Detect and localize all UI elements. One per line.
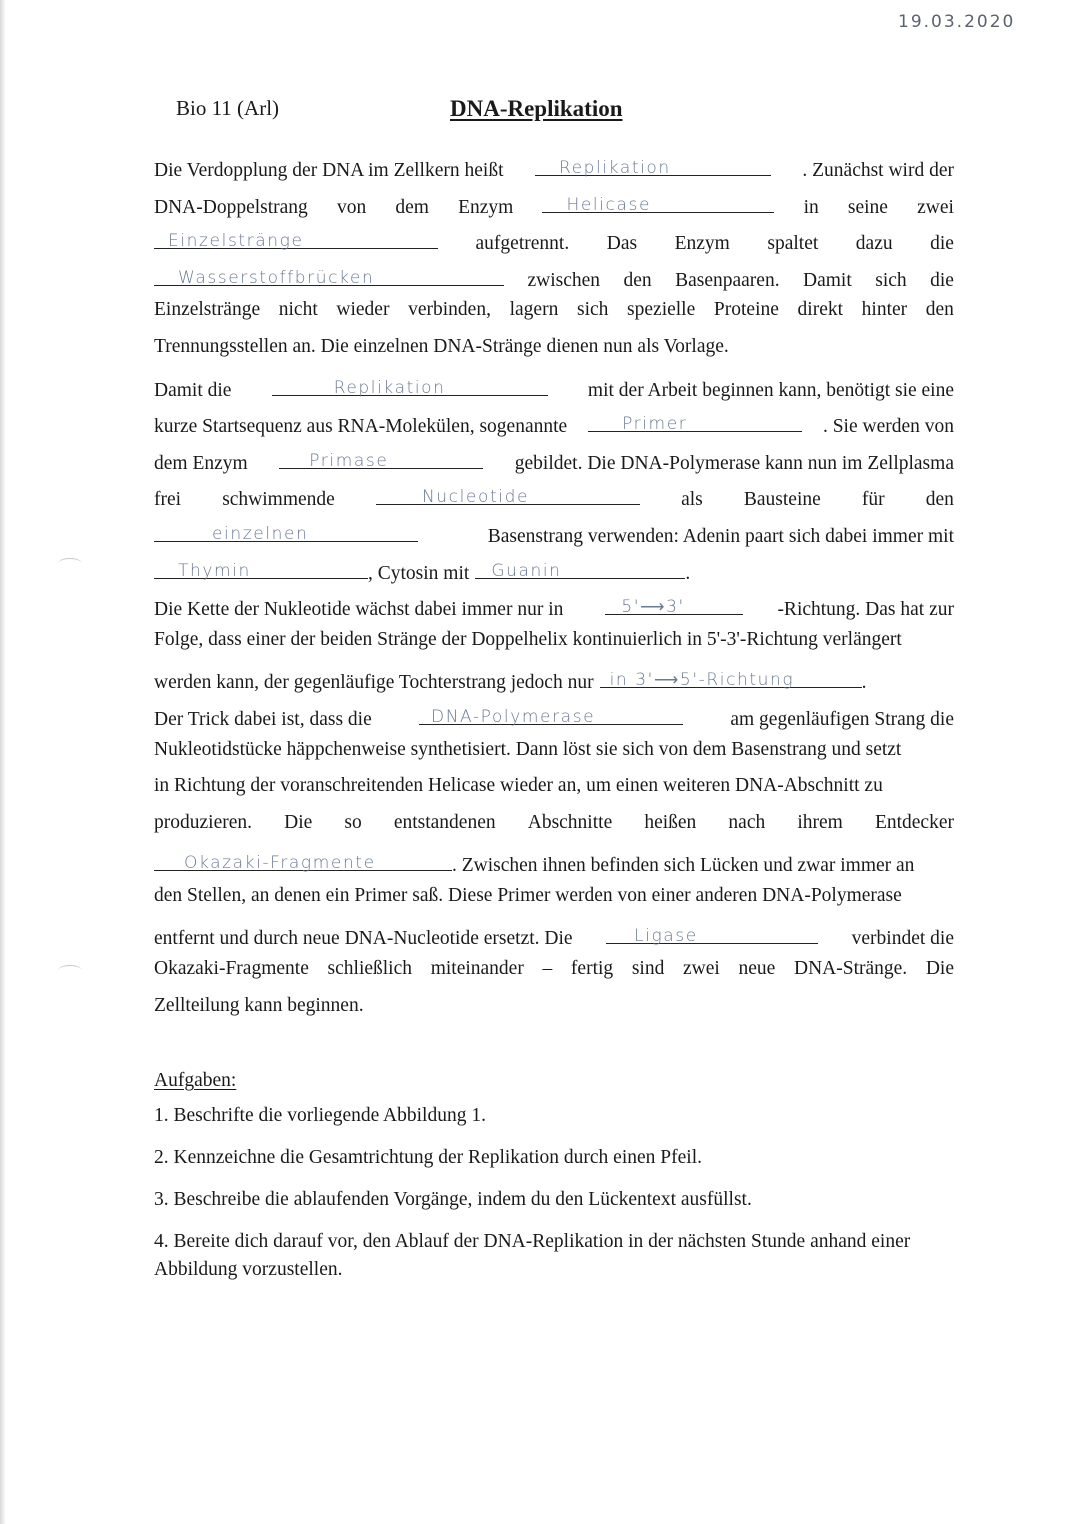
text-line: [154, 519, 954, 556]
text-segment: .: [685, 562, 691, 584]
text-word: produzieren.: [154, 811, 252, 833]
task-item: 4. Bereite dich darauf vor, den Ablauf der DNA-Replikation in der nächsten Stunde anhand einer Abbildung vorzustellen.: [154, 1231, 911, 1280]
text-word: Die: [925, 958, 954, 980]
text-word: Bausteine: [743, 489, 821, 511]
handwritten-answer: in 3'⟶5'-Richtung: [609, 670, 795, 691]
handwritten-answer: Primase: [309, 450, 389, 471]
handwritten-answer: Nucleotide: [421, 487, 530, 508]
text-word: frei: [154, 489, 182, 511]
text-word: Das: [606, 233, 638, 255]
text-word: den: [623, 269, 652, 291]
answer-blank[interactable]: [419, 702, 683, 725]
answer-blank[interactable]: [154, 556, 368, 579]
text-word: ihrem: [797, 811, 843, 833]
text-line: [154, 885, 954, 922]
text-segment: dem Enzym: [154, 452, 248, 474]
answer-blank[interactable]: [154, 263, 504, 286]
text-word: sich: [875, 269, 907, 291]
text-line: [154, 373, 954, 410]
text-segment: mit der Arbeit beginnen kann, benötigt sie eine: [587, 379, 954, 401]
handwritten-answer: Einzelstränge: [168, 231, 304, 252]
cloze-text: [154, 153, 954, 1031]
text-line: [154, 226, 954, 263]
text-segment: . Sie werden von: [822, 416, 954, 438]
handwritten-answer: Replikation: [558, 158, 671, 178]
handwritten-answer: Primer: [622, 414, 688, 435]
answer-blank[interactable]: [605, 592, 743, 618]
text-word: Damit: [803, 269, 852, 291]
answer-blank[interactable]: [376, 482, 640, 508]
text-word: nicht: [278, 299, 318, 321]
text-word: Einzelstränge: [154, 299, 261, 321]
handwritten-date: 19.03.2020: [898, 12, 1016, 32]
binder-hole-mark: [58, 965, 82, 976]
text-word: Okazaki-Fragmente: [154, 958, 309, 980]
answer-blank[interactable]: [154, 519, 418, 542]
text-segment: kurze Startsequenz aus RNA-Molekülen, sogenannte: [154, 416, 568, 438]
text-line: [154, 775, 954, 812]
text-word: spezielle: [627, 299, 696, 321]
text-word: verbinden,: [408, 299, 491, 321]
text-segment: Die Verdopplung der DNA im Zellkern heißt: [154, 160, 504, 181]
text-word: die: [930, 233, 954, 255]
answer-blank[interactable]: [279, 446, 483, 469]
text-word: schließlich: [327, 958, 413, 980]
course-label: Bio 11 (Arl): [176, 96, 280, 120]
handwritten-answer: DNA-Polymerase: [431, 706, 596, 727]
text-segment: , Cytosin mit: [368, 562, 470, 584]
text-word: –: [542, 958, 553, 980]
text-segment: gebildet. Die DNA-Polymerase kann nun im Zellplasma: [514, 452, 954, 474]
text-segment: Damit die: [154, 379, 232, 401]
answer-blank[interactable]: [606, 921, 818, 947]
text-segment: Folge, dass einer der beiden Stränge der Doppelhelix kontinuierlich in 5'-3'-Richtung verlängert: [154, 628, 902, 650]
text-segment: Trennungsstellen an. Die einzelnen DNA-Stränge dienen nun als Vorlage.: [154, 335, 729, 357]
text-word: so: [344, 811, 362, 833]
text-line: [154, 336, 954, 373]
text-segment: Der Trick dabei ist, dass die: [154, 708, 372, 730]
text-segment: den Stellen, an denen ein Primer saß. Diese Primer werden von einer anderen DNA-Polymerase: [154, 884, 902, 906]
text-word: sich: [576, 299, 609, 321]
text-segment: . Zwischen ihnen befinden sich Lücken und zwar immer an: [452, 855, 915, 877]
text-word: den: [925, 299, 954, 321]
text-line: [154, 739, 954, 776]
text-word: fertig: [570, 958, 614, 980]
text-word: den: [925, 489, 954, 511]
text-word: die: [930, 269, 954, 291]
text-word: von: [336, 196, 367, 218]
text-segment: werden kann, der gegenläufige Tochterstrang jedoch nur: [154, 672, 594, 694]
text-word: neue: [738, 958, 776, 980]
answer-blank[interactable]: [475, 556, 685, 579]
text-word: direkt: [797, 299, 844, 321]
text-segment: am gegenläufigen Strang die: [730, 708, 954, 730]
text-word: dem: [395, 196, 429, 218]
text-word: Proteine: [713, 299, 779, 321]
text-word: für: [861, 489, 885, 511]
text-word: Enzym: [458, 196, 514, 218]
text-segment: in Richtung der voranschreitenden Helicase wieder an, um einen weiteren DNA-Abschnitt zu: [154, 775, 883, 797]
text-line: [154, 409, 954, 446]
text-word: schwimmende: [222, 489, 335, 511]
text-line: [154, 592, 954, 629]
text-segment: verbindet die: [851, 928, 954, 950]
handwritten-answer: Thymin: [178, 560, 251, 581]
text-word: in: [803, 196, 819, 218]
answer-blank[interactable]: [600, 665, 862, 691]
text-line: [154, 629, 954, 666]
text-line: [154, 958, 954, 995]
text-segment: entfernt und durch neue DNA-Nucleotide ersetzt. Die: [154, 928, 573, 950]
text-line: [154, 848, 954, 885]
task-item: 3. Beschreibe die ablaufenden Vorgänge, indem du den Lückentext ausfüllst.: [154, 1189, 752, 1210]
text-line: [154, 812, 954, 849]
text-word: seine: [847, 196, 888, 218]
text-line: [154, 299, 954, 336]
text-line: [154, 190, 954, 227]
text-line: [154, 153, 954, 190]
text-line: [154, 702, 954, 739]
text-word: heißen: [644, 811, 697, 833]
handwritten-answer: Ligase: [634, 926, 698, 947]
scan-edge: [0, 0, 6, 1524]
text-segment: . Zunächst wird der: [802, 160, 954, 181]
tasks-section: [154, 1070, 954, 1298]
text-word: wieder: [336, 299, 390, 321]
handwritten-answer: Helicase: [566, 194, 652, 215]
text-word: lagern: [509, 299, 559, 321]
text-word: nach: [728, 811, 766, 833]
answer-blank[interactable]: [588, 409, 802, 435]
text-word: Entdecker: [874, 811, 954, 833]
text-word: hinter: [861, 299, 908, 321]
text-word: Basenpaaren.: [675, 269, 780, 291]
text-line: [154, 263, 954, 300]
handwritten-answer: Guanin: [491, 560, 562, 581]
handwritten-answer: 5'⟶3': [621, 597, 685, 618]
page-title: DNA-Replikation: [450, 96, 623, 121]
text-line: [154, 556, 954, 593]
text-line: [154, 482, 954, 519]
answer-blank[interactable]: [154, 226, 438, 252]
text-line: [154, 995, 954, 1032]
text-word: zwei: [917, 196, 954, 218]
binder-hole-mark: [58, 558, 82, 569]
text-segment: Die Kette der Nukleotide wächst dabei immer nur in: [154, 599, 564, 621]
text-word: aufgetrennt.: [475, 233, 570, 255]
text-segment: Nukleotidstücke häppchenweise synthetisiert. Dann löst sie sich von dem Basenstrang und setzt: [154, 738, 902, 760]
handwritten-answer: Okazaki-Fragmente: [184, 853, 376, 874]
answer-blank[interactable]: [272, 373, 548, 396]
answer-blank[interactable]: [535, 153, 771, 176]
text-segment: Basenstrang verwenden: Adenin paart sich dabei immer mit: [487, 525, 954, 547]
handwritten-answer: Replikation: [333, 377, 446, 398]
text-word: als: [681, 489, 703, 511]
task-item: 1. Beschrifte die vorliegende Abbildung 1.: [154, 1105, 486, 1126]
text-segment: .: [861, 672, 867, 694]
text-word: DNA-Doppelstrang: [154, 196, 308, 218]
text-word: zwischen: [527, 269, 601, 291]
text-segment: -Richtung. Das hat zur: [777, 599, 954, 621]
tasks-heading: Aufgaben:: [154, 1070, 237, 1091]
text-word: Enzym: [674, 233, 730, 255]
text-line: [154, 446, 954, 483]
text-segment: Zellteilung kann beginnen.: [154, 994, 364, 1016]
text-word: zwei: [683, 958, 720, 980]
handwritten-answer: Wasserstoffbrücken: [178, 267, 375, 288]
text-line: [154, 921, 954, 958]
answer-blank[interactable]: [542, 190, 774, 213]
task-item: 2. Kennzeichne die Gesamtrichtung der Replikation durch einen Pfeil.: [154, 1147, 702, 1168]
text-word: miteinander: [430, 958, 524, 980]
handwritten-answer: einzelnen: [212, 523, 309, 544]
text-word: sind: [631, 958, 665, 980]
text-word: DNA-Stränge.: [793, 958, 908, 980]
text-word: Die: [284, 811, 313, 833]
answer-blank[interactable]: [154, 848, 452, 874]
text-line: [154, 665, 954, 702]
text-word: spaltet: [767, 233, 819, 255]
text-word: dazu: [855, 233, 893, 255]
text-word: Abschnitte: [527, 811, 613, 833]
text-word: entstandenen: [393, 811, 496, 833]
